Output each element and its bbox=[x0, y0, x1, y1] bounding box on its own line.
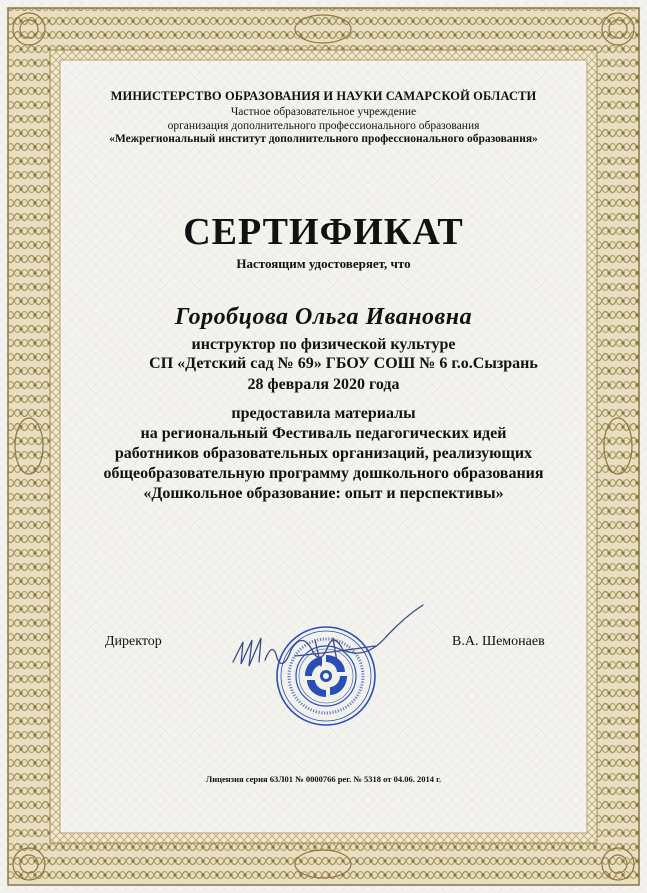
director-label: Директор bbox=[105, 634, 162, 649]
certifies-text: Настоящим удостоверяет, что bbox=[236, 256, 411, 271]
certificate-date: 28 февраля 2020 года bbox=[247, 376, 400, 393]
certificate-title: СЕРТИФИКАТ bbox=[183, 211, 464, 253]
license-info: Лицензия серия 63Л01 № 0000766 рег. № 5318 от 04.06. 2014 г. bbox=[205, 774, 442, 784]
festival-line-1: на региональный Фестиваль педагогических идей bbox=[140, 425, 507, 442]
director-name: В.А. Шемонаев bbox=[452, 634, 545, 649]
festival-line-3: общеобразовательную программу дошкольного образования bbox=[103, 465, 544, 482]
festival-line-2: работников образовательных организаций, реализующих bbox=[114, 445, 533, 462]
ministry-heading: МИНИСТЕРСТВО ОБРАЗОВАНИЯ И НАУКИ САМАРСКОЙ ОБЛАСТИ bbox=[110, 89, 537, 103]
director-signature bbox=[225, 600, 435, 695]
recipient-name: Горобцова Ольга Ивановна bbox=[174, 304, 473, 330]
provided-text: предоставила материалы bbox=[231, 405, 416, 422]
recipient-position: инструктор по физической культуре bbox=[191, 336, 456, 353]
institution-type: Частное образовательное учреждение bbox=[230, 106, 417, 118]
institution-description: организация дополнительного профессионального образования bbox=[167, 120, 480, 132]
recipient-organization: СП «Детский сад № 69» ГБОУ СОШ № 6 г.о.Сызрань bbox=[149, 355, 538, 372]
festival-line-4: «Дошкольное образование: опыт и перспективы» bbox=[143, 485, 504, 502]
institution-name: «Межрегиональный институт дополнительного профессионального образования» bbox=[109, 133, 538, 145]
